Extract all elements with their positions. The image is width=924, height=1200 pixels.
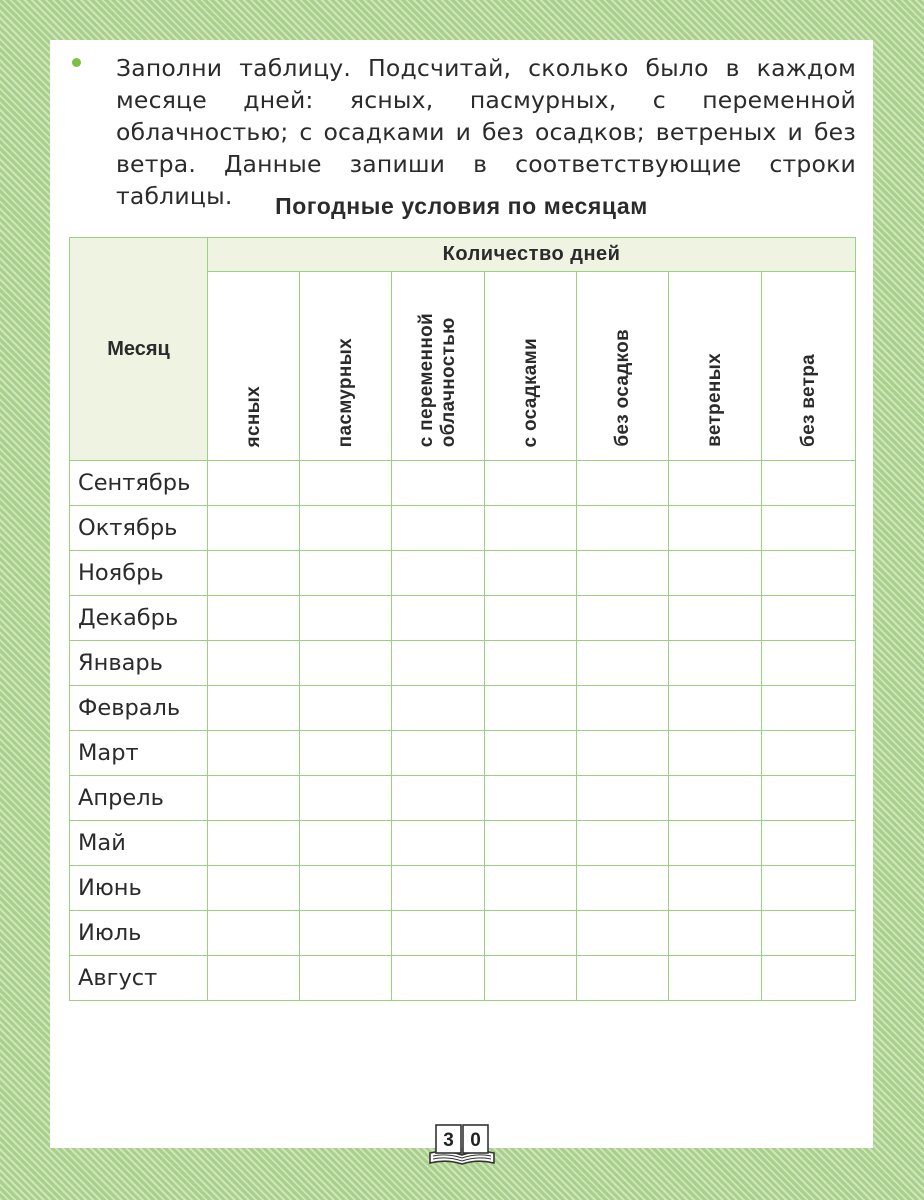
table-row [70,956,856,1001]
page-digit-1: 3 [443,1130,454,1151]
column-header-label: ясных [242,385,264,447]
column-header-label: без осадков [611,329,633,447]
table-row [70,776,856,821]
answer-cell[interactable] [669,821,762,866]
weather-table [69,237,856,1001]
table-row [70,866,856,911]
answer-cell[interactable] [300,506,392,551]
month-label: Август [70,956,208,1001]
page-number-badge [428,1123,496,1165]
answer-cell[interactable] [392,506,485,551]
month-label: Июль [70,911,208,956]
answer-cell[interactable] [485,911,577,956]
answer-cell[interactable] [485,776,577,821]
table-row [70,911,856,956]
answer-cell[interactable] [485,641,577,686]
answer-cell[interactable] [577,506,669,551]
table-row [70,821,856,866]
answer-cell[interactable] [392,461,485,506]
answer-cell[interactable] [208,506,300,551]
month-label: Февраль [70,686,208,731]
answer-cell[interactable] [669,461,762,506]
answer-cell[interactable] [208,821,300,866]
answer-cell[interactable] [208,956,300,1001]
answer-cell[interactable] [762,911,856,956]
column-header-4 [485,272,577,461]
answer-cell[interactable] [577,596,669,641]
answer-cell[interactable] [485,866,577,911]
answer-cell[interactable] [669,911,762,956]
answer-cell[interactable] [762,866,856,911]
answer-cell[interactable] [300,731,392,776]
answer-cell[interactable] [392,776,485,821]
answer-cell[interactable] [208,596,300,641]
answer-cell[interactable] [762,461,856,506]
answer-cell[interactable] [669,596,762,641]
answer-cell[interactable] [300,911,392,956]
task-instructions: Заполни таблицу. Подсчитай, сколько было в каждом месяце дней: ясных, пасмурных, с переменной облачностью; с осадками и без осадков; ветреных и без ветра. Данные запиши в соответствующие строки таблицы. [116,54,856,210]
answer-cell[interactable] [208,731,300,776]
table-row [70,686,856,731]
answer-cell[interactable] [300,956,392,1001]
column-header-7 [762,272,856,461]
answer-cell[interactable] [485,956,577,1001]
answer-cell[interactable] [485,506,577,551]
month-label: Апрель [70,776,208,821]
answer-cell[interactable] [208,866,300,911]
answer-cell[interactable] [300,641,392,686]
column-header-label: ветреных [704,353,725,447]
answer-cell[interactable] [300,596,392,641]
answer-cell[interactable] [392,641,485,686]
answer-cell[interactable] [208,641,300,686]
answer-cell[interactable] [300,461,392,506]
answer-cell[interactable] [392,686,485,731]
answer-cell[interactable] [577,911,669,956]
answer-cell[interactable] [762,686,856,731]
answer-cell[interactable] [208,461,300,506]
worksheet-page [50,40,873,1151]
month-column-header: Месяц [70,238,208,461]
answer-cell[interactable] [300,866,392,911]
answer-cell[interactable] [577,461,669,506]
table-row [70,461,856,506]
answer-cell[interactable] [762,821,856,866]
column-header-2 [300,272,392,461]
answer-cell[interactable] [762,596,856,641]
column-header-label: пасмурных [334,337,356,447]
answer-cell[interactable] [577,731,669,776]
column-header-5 [577,272,669,461]
column-header-1 [208,272,300,461]
answer-cell[interactable] [392,596,485,641]
answer-cell[interactable] [762,551,856,596]
answer-cell[interactable] [392,911,485,956]
answer-cell[interactable] [208,911,300,956]
table-row [70,641,856,686]
answer-cell[interactable] [669,776,762,821]
answer-cell[interactable] [577,821,669,866]
answer-cell[interactable] [669,641,762,686]
answer-cell[interactable] [485,596,577,641]
table-row [70,731,856,776]
table-body [70,461,856,1001]
answer-cell[interactable] [392,821,485,866]
answer-cell[interactable] [485,461,577,506]
column-header-label: без ветра [797,354,819,447]
answer-cell[interactable] [577,866,669,911]
answer-cell[interactable] [485,731,577,776]
column-header-label: с осадками [519,337,541,447]
answer-cell[interactable] [485,551,577,596]
month-label: Октябрь [70,506,208,551]
days-count-header: Количество дней [208,238,856,272]
answer-cell[interactable] [669,551,762,596]
answer-cell[interactable] [669,731,762,776]
answer-cell[interactable] [669,686,762,731]
answer-cell[interactable] [208,686,300,731]
answer-cell[interactable] [762,776,856,821]
answer-cell[interactable] [762,956,856,1001]
column-header-3 [392,272,485,461]
answer-cell[interactable] [577,686,669,731]
answer-cell[interactable] [485,686,577,731]
answer-cell[interactable] [392,551,485,596]
answer-cell[interactable] [669,956,762,1001]
answer-cell[interactable] [577,776,669,821]
answer-cell[interactable] [669,506,762,551]
answer-cell[interactable] [762,731,856,776]
month-label: Декабрь [70,596,208,641]
month-label: Июнь [70,866,208,911]
answer-cell[interactable] [485,821,577,866]
answer-cell[interactable] [208,776,300,821]
table-row [70,506,856,551]
answer-cell[interactable] [300,776,392,821]
month-label: Май [70,821,208,866]
answer-cell[interactable] [208,551,300,596]
bullet-icon [72,58,81,67]
answer-cell[interactable] [577,551,669,596]
answer-cell[interactable] [300,686,392,731]
answer-cell[interactable] [392,956,485,1001]
month-label: Ноябрь [70,551,208,596]
table-row [70,551,856,596]
table-title: Погодные условия по месяцам [275,193,648,219]
answer-cell[interactable] [300,821,392,866]
answer-cell[interactable] [762,641,856,686]
answer-cell[interactable] [300,551,392,596]
open-book-icon [428,1123,496,1165]
month-label: Январь [70,641,208,686]
page-digit-2: 0 [470,1130,481,1151]
answer-cell[interactable] [577,956,669,1001]
answer-cell[interactable] [392,731,485,776]
month-label: Сентябрь [70,461,208,506]
answer-cell[interactable] [392,866,485,911]
answer-cell[interactable] [762,506,856,551]
answer-cell[interactable] [669,866,762,911]
column-header-6 [669,272,762,461]
column-header-label: с переменной облачностью [416,312,459,447]
answer-cell[interactable] [577,641,669,686]
month-label: Март [70,731,208,776]
table-row [70,596,856,641]
